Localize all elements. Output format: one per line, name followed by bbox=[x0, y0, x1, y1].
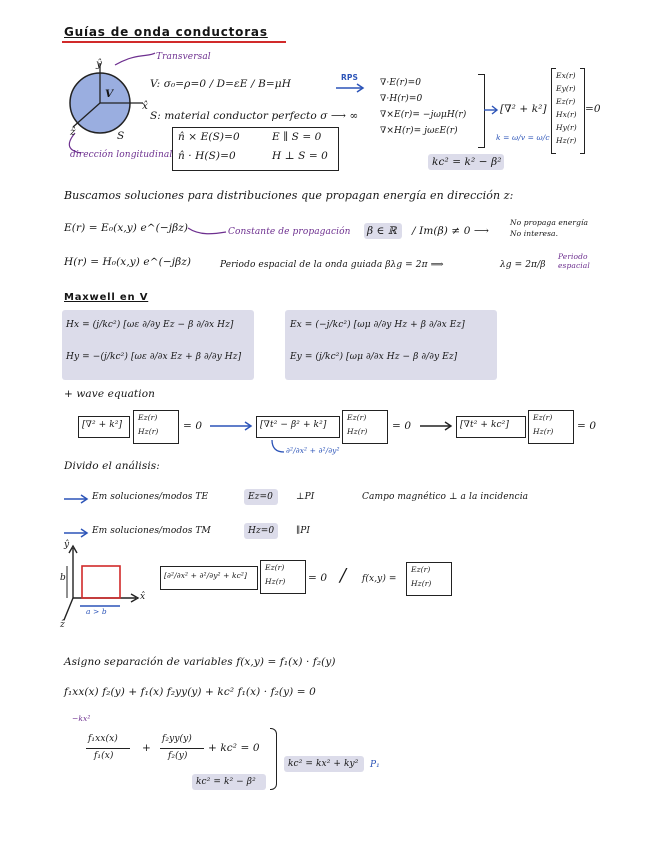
surface-condition: S: material conductor perfecto σ ⟶ ∞ bbox=[150, 110, 359, 122]
maxwell-div-e: ∇·E(r)=0 bbox=[380, 78, 422, 88]
transversal-pointer bbox=[115, 53, 155, 65]
rect-eq0: = 0 bbox=[308, 572, 328, 584]
te-arrow bbox=[64, 494, 90, 504]
axis-y-label: ŷ bbox=[96, 58, 103, 70]
tm-condition: Hz=0 bbox=[248, 526, 275, 536]
bc-tangential-e: n̂ × E(S)=0 bbox=[178, 131, 240, 143]
separation-brace bbox=[270, 728, 277, 790]
hy-equation: Hy = −(j/kc²) [ωε ∂/∂x Ez + β ∂/∂y Hz] bbox=[66, 352, 242, 362]
tm-label: Em soluciones/modos TM bbox=[92, 526, 211, 536]
wave-op2: [∇t² − β² + k²] bbox=[260, 420, 327, 430]
wave-eq0-3: = 0 bbox=[577, 420, 597, 432]
rect-z-axis bbox=[64, 598, 73, 620]
maxwell-v-heading: Maxwell en V bbox=[64, 292, 149, 303]
maxwell-div-h: ∇·H(r)=0 bbox=[380, 94, 423, 104]
volume-label: V bbox=[105, 88, 114, 100]
minus-kx-label: −kx² bbox=[72, 714, 91, 723]
no-interesa: No interesa. bbox=[510, 229, 559, 238]
no-propaga: No propaga energía bbox=[510, 218, 589, 227]
frac2-bar bbox=[160, 748, 204, 749]
frac-tail: + kc² = 0 bbox=[208, 742, 260, 754]
analysis-heading: Divido el análisis: bbox=[64, 460, 160, 472]
components-equals-zero: =0 bbox=[585, 103, 601, 115]
volume-equation: V: σ₀=ρ=0 / D=εE / B=μH bbox=[150, 78, 291, 90]
bc-h-perp: H ⊥ S = 0 bbox=[272, 150, 328, 162]
wave-eq0-2: = 0 bbox=[392, 420, 412, 432]
kc-relation-top: kc² = k² − β² bbox=[432, 156, 502, 168]
frac1-numerator: f₁xx(x) bbox=[88, 734, 118, 744]
beta-real: β ∈ ℝ bbox=[367, 225, 397, 237]
transverse-laplacian-note: ∂²/∂x² + ∂²/∂y² bbox=[286, 446, 340, 455]
component-ey: Ey(r) bbox=[556, 84, 576, 93]
prop-const-label: Constante de propagación bbox=[228, 227, 351, 237]
wave-arrow-1 bbox=[210, 421, 254, 431]
axis-z-label: ẑ bbox=[70, 126, 76, 138]
separation-line: Asigno separación de variables f(x,y) = f₁(x) · f₂(y) bbox=[64, 656, 336, 668]
rect-separator: / bbox=[340, 565, 347, 586]
maxwell-curl-e: ∇×E(r)= −jωμH(r) bbox=[380, 110, 467, 120]
vec1-hz: Hz(r) bbox=[138, 427, 159, 436]
component-hy: Hy(r) bbox=[556, 123, 577, 132]
ex-equation: Ex = (−j/kc²) [ωμ ∂/∂y Hz + β ∂/∂x Ez] bbox=[290, 320, 465, 330]
frac1-bar bbox=[86, 748, 130, 749]
component-ez: Ez(r) bbox=[556, 97, 576, 106]
frac2-numerator: f₂yy(y) bbox=[162, 734, 192, 744]
component-ex: Ex(r) bbox=[556, 71, 576, 80]
f-definition: f(x,y) = bbox=[362, 574, 397, 584]
te-perp: ⊥PI bbox=[296, 492, 315, 502]
rect-operator: [∂²/∂x² + ∂²/∂y² + kc²] bbox=[164, 571, 248, 580]
bc-e-parallel: E ∥ S = 0 bbox=[272, 131, 322, 143]
rect-vec-hz: Hz(r) bbox=[265, 577, 286, 586]
rect-z-label: ẑ bbox=[60, 620, 65, 630]
te-label: Em soluciones/modos TE bbox=[92, 492, 209, 502]
vec3-hz: Hz(r) bbox=[533, 427, 554, 436]
title-underline bbox=[62, 41, 286, 43]
te-condition: Ez=0 bbox=[248, 492, 273, 502]
vec2-hz: Hz(r) bbox=[347, 427, 368, 436]
height-b-label: b bbox=[60, 573, 66, 583]
lambda-g: λg = 2π/β bbox=[500, 260, 546, 270]
vec3-ez: Ez(r) bbox=[533, 413, 553, 422]
kc-bottom-relation: kc² = k² − β² bbox=[196, 777, 256, 787]
tm-arrow bbox=[64, 528, 90, 538]
frac2-denominator: f₂(y) bbox=[168, 751, 188, 761]
frac1-denominator: f₁(x) bbox=[94, 751, 114, 761]
helmholtz-operator: [∇² + k²] bbox=[500, 103, 547, 115]
component-hx: Hx(r) bbox=[556, 110, 577, 119]
f-vec-hz: Hz(r) bbox=[411, 579, 432, 588]
tm-parallel: ∥PI bbox=[296, 526, 311, 536]
vec1-ez: Ez(r) bbox=[138, 413, 158, 422]
period-label: Periodo espacial bbox=[558, 252, 590, 270]
prop-const-pointer bbox=[188, 226, 228, 236]
wave-op3: [∇t² + kc²] bbox=[460, 420, 509, 430]
hx-equation: Hx = (j/kc²) [ωε ∂/∂y Ez − β ∂/∂x Hz] bbox=[66, 320, 234, 330]
te-note: Campo magnético ⊥ a la incidencia bbox=[362, 492, 529, 502]
a-greater-b: a > b bbox=[86, 607, 107, 616]
h-field-form: H(r) = H₀(x,y) e^(−jβz) bbox=[64, 256, 192, 268]
page-title: Guías de onda conductoras bbox=[64, 25, 268, 39]
im-condition: / Im(β) ≠ 0 ⟶ bbox=[412, 225, 490, 237]
search-intro: Buscamos soluciones para distribuciones que propagan energía en dirección z: bbox=[64, 189, 514, 202]
wave-heading: + wave equation bbox=[64, 388, 155, 400]
f-vec-ez: Ez(r) bbox=[411, 565, 431, 574]
rect-y-label: ŷ bbox=[64, 540, 70, 550]
wave-eq0-1: = 0 bbox=[183, 420, 203, 432]
component-hz: Hz(r) bbox=[556, 136, 577, 145]
to-helmholtz-arrow bbox=[484, 106, 500, 114]
e-field-form: E(r) = E₀(x,y) e^(−jβz) bbox=[64, 222, 189, 234]
wave-op1: [∇² + k²] bbox=[82, 420, 123, 430]
period-text: Periodo espacial de la onda guiada βλg = 2π ⟹ bbox=[220, 260, 444, 270]
transverse-laplacian-arrow bbox=[270, 440, 286, 454]
p1-tag: P₁ bbox=[370, 760, 380, 770]
plus-sign: + bbox=[142, 742, 151, 754]
waveguide-cross-section bbox=[82, 566, 120, 598]
rps-arrow bbox=[336, 84, 366, 92]
longitudinal-label: dirección longitudinal bbox=[70, 150, 173, 160]
separated-equation: f₁xx(x) f₂(y) + f₁(x) f₂yy(y) + kc² f₁(x) · f₂(y) = 0 bbox=[64, 686, 316, 698]
axis-x-label: x̂ bbox=[142, 100, 149, 112]
bc-normal-h: n̂ · H(S)=0 bbox=[178, 150, 236, 162]
k-definition: k = ω/v = ω/c bbox=[496, 133, 550, 142]
wave-arrow-2 bbox=[420, 421, 454, 431]
rect-x-label: x̂ bbox=[140, 592, 146, 602]
maxwell-curl-h: ∇×H(r)= jωεE(r) bbox=[380, 126, 458, 136]
rect-vec-ez: Ez(r) bbox=[265, 563, 285, 572]
vec2-ez: Ez(r) bbox=[347, 413, 367, 422]
transversal-label: Transversal bbox=[156, 52, 211, 62]
ey-equation: Ey = (j/kc²) [ωμ ∂/∂x Hz − β ∂/∂y Ez] bbox=[290, 352, 458, 362]
surface-label: S bbox=[117, 130, 125, 142]
rps-label: RPS bbox=[341, 73, 358, 82]
kc-sum: kc² = kx² + ky² bbox=[288, 759, 359, 769]
